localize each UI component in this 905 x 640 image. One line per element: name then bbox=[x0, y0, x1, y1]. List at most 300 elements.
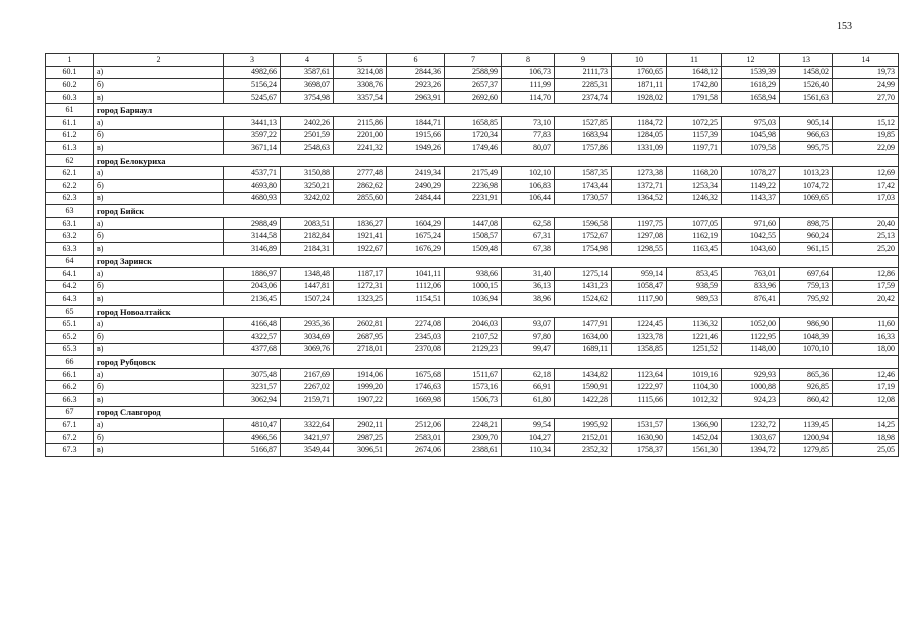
value-cell: 938,59 bbox=[667, 280, 722, 293]
value-cell: 1115,66 bbox=[612, 394, 667, 407]
value-cell: 1187,17 bbox=[334, 268, 387, 281]
table-row bbox=[46, 179, 899, 192]
value-cell: 27,70 bbox=[833, 91, 899, 104]
value-cell: 1200,94 bbox=[780, 431, 833, 444]
row-variant: в) bbox=[94, 192, 224, 205]
value-cell: 2107,52 bbox=[445, 331, 502, 344]
value-cell: 2201,00 bbox=[334, 129, 387, 142]
value-cell: 114,70 bbox=[502, 91, 555, 104]
value-cell: 20,42 bbox=[833, 293, 899, 306]
table-row bbox=[46, 318, 899, 331]
row-code: 65.2 bbox=[46, 331, 94, 344]
value-cell: 14,25 bbox=[833, 419, 899, 432]
value-cell: 17,42 bbox=[833, 179, 899, 192]
value-cell: 1447,08 bbox=[445, 217, 502, 230]
value-cell: 3597,22 bbox=[224, 129, 281, 142]
value-cell: 12,46 bbox=[833, 368, 899, 381]
row-code: 66.2 bbox=[46, 381, 94, 394]
table-row bbox=[46, 394, 899, 407]
value-cell: 3698,07 bbox=[281, 79, 334, 92]
section-code: 66 bbox=[46, 356, 94, 369]
value-cell: 1526,40 bbox=[780, 79, 833, 92]
value-cell: 1531,57 bbox=[612, 419, 667, 432]
value-cell: 24,99 bbox=[833, 79, 899, 92]
table-row bbox=[46, 192, 899, 205]
value-cell: 1221,46 bbox=[667, 331, 722, 344]
row-code: 65.3 bbox=[46, 343, 94, 356]
row-variant: б) bbox=[94, 280, 224, 293]
value-cell: 929,93 bbox=[722, 368, 780, 381]
row-variant: а) bbox=[94, 66, 224, 79]
value-cell: 2388,61 bbox=[445, 444, 502, 457]
value-cell: 1148,00 bbox=[722, 343, 780, 356]
value-cell: 19,73 bbox=[833, 66, 899, 79]
table-row bbox=[46, 129, 899, 142]
value-cell: 1458,02 bbox=[780, 66, 833, 79]
value-cell: 3322,64 bbox=[281, 419, 334, 432]
value-cell: 1511,67 bbox=[445, 368, 502, 381]
value-cell: 2777,48 bbox=[334, 167, 387, 180]
value-cell: 3144,58 bbox=[224, 230, 281, 243]
row-code: 67.2 bbox=[46, 431, 94, 444]
value-cell: 1013,23 bbox=[780, 167, 833, 180]
value-cell: 1618,29 bbox=[722, 79, 780, 92]
table-row bbox=[46, 230, 899, 243]
value-cell: 763,01 bbox=[722, 268, 780, 281]
value-cell: 3754,98 bbox=[281, 91, 334, 104]
value-cell: 989,53 bbox=[667, 293, 722, 306]
table-body bbox=[46, 66, 899, 456]
row-variant: а) bbox=[94, 318, 224, 331]
value-cell: 3441,13 bbox=[224, 116, 281, 129]
value-cell: 1590,91 bbox=[555, 381, 612, 394]
value-cell: 2083,51 bbox=[281, 217, 334, 230]
value-cell: 3069,76 bbox=[281, 343, 334, 356]
value-cell: 2267,02 bbox=[281, 381, 334, 394]
value-cell: 1149,22 bbox=[722, 179, 780, 192]
value-cell: 4377,68 bbox=[224, 343, 281, 356]
row-variant: б) bbox=[94, 431, 224, 444]
value-cell: 1139,45 bbox=[780, 419, 833, 432]
value-cell: 25,20 bbox=[833, 242, 899, 255]
value-cell: 2046,03 bbox=[445, 318, 502, 331]
value-cell: 3231,57 bbox=[224, 381, 281, 394]
value-cell: 3308,76 bbox=[334, 79, 387, 92]
value-cell: 1754,98 bbox=[555, 242, 612, 255]
row-code: 66.1 bbox=[46, 368, 94, 381]
value-cell: 31,40 bbox=[502, 268, 555, 281]
table-row bbox=[46, 268, 899, 281]
table-row bbox=[46, 368, 899, 381]
value-cell: 12,08 bbox=[833, 394, 899, 407]
value-cell: 2402,26 bbox=[281, 116, 334, 129]
row-code: 61.1 bbox=[46, 116, 94, 129]
section-row bbox=[46, 205, 899, 218]
row-variant: а) bbox=[94, 268, 224, 281]
section-title: город Заринск bbox=[94, 255, 899, 268]
row-variant: в) bbox=[94, 142, 224, 155]
row-variant: б) bbox=[94, 381, 224, 394]
value-cell: 1042,55 bbox=[722, 230, 780, 243]
row-code: 65.1 bbox=[46, 318, 94, 331]
row-variant: б) bbox=[94, 230, 224, 243]
value-cell: 2159,71 bbox=[281, 394, 334, 407]
value-cell: 17,59 bbox=[833, 280, 899, 293]
value-cell: 1949,26 bbox=[387, 142, 445, 155]
value-cell: 2309,70 bbox=[445, 431, 502, 444]
value-cell: 2184,31 bbox=[281, 242, 334, 255]
value-cell: 1675,68 bbox=[387, 368, 445, 381]
value-cell: 860,42 bbox=[780, 394, 833, 407]
value-cell: 3587,61 bbox=[281, 66, 334, 79]
value-cell: 1452,04 bbox=[667, 431, 722, 444]
value-cell: 1000,15 bbox=[445, 280, 502, 293]
value-cell: 1012,32 bbox=[667, 394, 722, 407]
value-cell: 1224,45 bbox=[612, 318, 667, 331]
value-cell: 2512,06 bbox=[387, 419, 445, 432]
value-cell: 2588,99 bbox=[445, 66, 502, 79]
value-cell: 2248,21 bbox=[445, 419, 502, 432]
value-cell: 1297,08 bbox=[612, 230, 667, 243]
value-cell: 1720,34 bbox=[445, 129, 502, 142]
row-variant: в) bbox=[94, 242, 224, 255]
value-cell: 106,44 bbox=[502, 192, 555, 205]
column-header: 12 bbox=[722, 54, 780, 67]
value-cell: 18,98 bbox=[833, 431, 899, 444]
value-cell: 1070,10 bbox=[780, 343, 833, 356]
value-cell: 2419,34 bbox=[387, 167, 445, 180]
value-cell: 2657,37 bbox=[445, 79, 502, 92]
value-cell: 2935,36 bbox=[281, 318, 334, 331]
value-cell: 938,66 bbox=[445, 268, 502, 281]
value-cell: 1072,25 bbox=[667, 116, 722, 129]
section-row bbox=[46, 305, 899, 318]
value-cell: 1914,06 bbox=[334, 368, 387, 381]
value-cell: 2602,81 bbox=[334, 318, 387, 331]
value-cell: 1043,60 bbox=[722, 242, 780, 255]
value-cell: 795,92 bbox=[780, 293, 833, 306]
value-cell: 1921,41 bbox=[334, 230, 387, 243]
section-row bbox=[46, 356, 899, 369]
value-cell: 1272,31 bbox=[334, 280, 387, 293]
value-cell: 1079,58 bbox=[722, 142, 780, 155]
value-cell: 4537,71 bbox=[224, 167, 281, 180]
value-cell: 960,24 bbox=[780, 230, 833, 243]
value-cell: 99,54 bbox=[502, 419, 555, 432]
value-cell: 995,75 bbox=[780, 142, 833, 155]
value-cell: 1749,46 bbox=[445, 142, 502, 155]
value-cell: 833,96 bbox=[722, 280, 780, 293]
table-row bbox=[46, 242, 899, 255]
value-cell: 3146,89 bbox=[224, 242, 281, 255]
value-cell: 1246,32 bbox=[667, 192, 722, 205]
value-cell: 1058,47 bbox=[612, 280, 667, 293]
value-cell: 1112,06 bbox=[387, 280, 445, 293]
value-cell: 1122,95 bbox=[722, 331, 780, 344]
value-cell: 17,19 bbox=[833, 381, 899, 394]
row-code: 62.3 bbox=[46, 192, 94, 205]
row-variant: б) bbox=[94, 129, 224, 142]
section-row bbox=[46, 154, 899, 167]
value-cell: 1886,97 bbox=[224, 268, 281, 281]
value-cell: 4966,56 bbox=[224, 431, 281, 444]
value-cell: 1746,63 bbox=[387, 381, 445, 394]
value-cell: 2274,08 bbox=[387, 318, 445, 331]
table-row bbox=[46, 293, 899, 306]
value-cell: 67,31 bbox=[502, 230, 555, 243]
value-cell: 2241,32 bbox=[334, 142, 387, 155]
value-cell: 1676,29 bbox=[387, 242, 445, 255]
value-cell: 898,75 bbox=[780, 217, 833, 230]
table-row bbox=[46, 381, 899, 394]
value-cell: 2902,11 bbox=[334, 419, 387, 432]
value-cell: 1162,19 bbox=[667, 230, 722, 243]
row-code: 62.1 bbox=[46, 167, 94, 180]
value-cell: 1447,81 bbox=[281, 280, 334, 293]
value-cell: 1922,67 bbox=[334, 242, 387, 255]
table-header-row bbox=[46, 54, 899, 67]
value-cell: 1222,97 bbox=[612, 381, 667, 394]
row-code: 67.3 bbox=[46, 444, 94, 457]
value-cell: 25,13 bbox=[833, 230, 899, 243]
value-cell: 2043,06 bbox=[224, 280, 281, 293]
value-cell: 1364,52 bbox=[612, 192, 667, 205]
value-cell: 1999,20 bbox=[334, 381, 387, 394]
value-cell: 2692,60 bbox=[445, 91, 502, 104]
value-cell: 19,85 bbox=[833, 129, 899, 142]
value-cell: 80,07 bbox=[502, 142, 555, 155]
row-variant: б) bbox=[94, 179, 224, 192]
section-title: город Барнаул bbox=[94, 104, 899, 117]
column-header: 8 bbox=[502, 54, 555, 67]
value-cell: 2236,98 bbox=[445, 179, 502, 192]
row-code: 63.2 bbox=[46, 230, 94, 243]
value-cell: 1506,73 bbox=[445, 394, 502, 407]
value-cell: 1331,09 bbox=[612, 142, 667, 155]
column-header: 7 bbox=[445, 54, 502, 67]
value-cell: 1117,90 bbox=[612, 293, 667, 306]
value-cell: 2718,01 bbox=[334, 343, 387, 356]
row-code: 60.1 bbox=[46, 66, 94, 79]
value-cell: 2484,44 bbox=[387, 192, 445, 205]
value-cell: 1284,05 bbox=[612, 129, 667, 142]
column-header: 10 bbox=[612, 54, 667, 67]
value-cell: 959,14 bbox=[612, 268, 667, 281]
column-header: 13 bbox=[780, 54, 833, 67]
value-cell: 1757,86 bbox=[555, 142, 612, 155]
value-cell: 1928,02 bbox=[612, 91, 667, 104]
row-variant: б) bbox=[94, 79, 224, 92]
value-cell: 1303,67 bbox=[722, 431, 780, 444]
value-cell: 1561,30 bbox=[667, 444, 722, 457]
value-cell: 1758,37 bbox=[612, 444, 667, 457]
value-cell: 1431,23 bbox=[555, 280, 612, 293]
value-cell: 1669,98 bbox=[387, 394, 445, 407]
value-cell: 61,80 bbox=[502, 394, 555, 407]
column-header: 3 bbox=[224, 54, 281, 67]
value-cell: 3214,08 bbox=[334, 66, 387, 79]
value-cell: 1995,92 bbox=[555, 419, 612, 432]
value-cell: 2548,63 bbox=[281, 142, 334, 155]
value-cell: 1477,91 bbox=[555, 318, 612, 331]
row-variant: а) bbox=[94, 368, 224, 381]
value-cell: 966,63 bbox=[780, 129, 833, 142]
value-cell: 1760,65 bbox=[612, 66, 667, 79]
value-cell: 2167,69 bbox=[281, 368, 334, 381]
section-row bbox=[46, 406, 899, 419]
value-cell: 5245,67 bbox=[224, 91, 281, 104]
value-cell: 102,10 bbox=[502, 167, 555, 180]
table-row bbox=[46, 66, 899, 79]
value-cell: 15,12 bbox=[833, 116, 899, 129]
section-code: 64 bbox=[46, 255, 94, 268]
value-cell: 2182,84 bbox=[281, 230, 334, 243]
value-cell: 2583,01 bbox=[387, 431, 445, 444]
value-cell: 1836,27 bbox=[334, 217, 387, 230]
value-cell: 876,41 bbox=[722, 293, 780, 306]
row-code: 67.1 bbox=[46, 419, 94, 432]
value-cell: 3549,44 bbox=[281, 444, 334, 457]
row-variant: в) bbox=[94, 91, 224, 104]
value-cell: 5166,87 bbox=[224, 444, 281, 457]
value-cell: 971,60 bbox=[722, 217, 780, 230]
value-cell: 1052,00 bbox=[722, 318, 780, 331]
value-cell: 12,86 bbox=[833, 268, 899, 281]
value-cell: 2988,49 bbox=[224, 217, 281, 230]
table-row bbox=[46, 431, 899, 444]
value-cell: 1539,39 bbox=[722, 66, 780, 79]
tariff-table bbox=[45, 53, 899, 457]
value-cell: 67,38 bbox=[502, 242, 555, 255]
table-row bbox=[46, 343, 899, 356]
table-row bbox=[46, 167, 899, 180]
value-cell: 1348,48 bbox=[281, 268, 334, 281]
table-row bbox=[46, 280, 899, 293]
value-cell: 2285,31 bbox=[555, 79, 612, 92]
value-cell: 3150,88 bbox=[281, 167, 334, 180]
value-cell: 1041,11 bbox=[387, 268, 445, 281]
value-cell: 865,36 bbox=[780, 368, 833, 381]
row-code: 62.2 bbox=[46, 179, 94, 192]
value-cell: 1197,75 bbox=[612, 217, 667, 230]
section-title: город Бийск bbox=[94, 205, 899, 218]
table-row bbox=[46, 116, 899, 129]
table-row bbox=[46, 91, 899, 104]
value-cell: 2345,03 bbox=[387, 331, 445, 344]
value-cell: 20,40 bbox=[833, 217, 899, 230]
value-cell: 2862,62 bbox=[334, 179, 387, 192]
value-cell: 1587,35 bbox=[555, 167, 612, 180]
value-cell: 1078,27 bbox=[722, 167, 780, 180]
table-row bbox=[46, 331, 899, 344]
value-cell: 110,34 bbox=[502, 444, 555, 457]
value-cell: 1019,16 bbox=[667, 368, 722, 381]
value-cell: 5156,24 bbox=[224, 79, 281, 92]
value-cell: 4322,57 bbox=[224, 331, 281, 344]
value-cell: 4810,47 bbox=[224, 419, 281, 432]
value-cell: 62,58 bbox=[502, 217, 555, 230]
value-cell: 1573,16 bbox=[445, 381, 502, 394]
value-cell: 1596,58 bbox=[555, 217, 612, 230]
value-cell: 1048,39 bbox=[780, 331, 833, 344]
value-cell: 1527,85 bbox=[555, 116, 612, 129]
value-cell: 1394,72 bbox=[722, 444, 780, 457]
value-cell: 2352,32 bbox=[555, 444, 612, 457]
row-variant: а) bbox=[94, 419, 224, 432]
value-cell: 2175,49 bbox=[445, 167, 502, 180]
value-cell: 853,45 bbox=[667, 268, 722, 281]
value-cell: 2152,01 bbox=[555, 431, 612, 444]
value-cell: 106,73 bbox=[502, 66, 555, 79]
column-header: 14 bbox=[833, 54, 899, 67]
row-code: 61.3 bbox=[46, 142, 94, 155]
value-cell: 1730,57 bbox=[555, 192, 612, 205]
value-cell: 759,13 bbox=[780, 280, 833, 293]
row-variant: а) bbox=[94, 167, 224, 180]
row-variant: в) bbox=[94, 444, 224, 457]
value-cell: 1634,00 bbox=[555, 331, 612, 344]
value-cell: 73,10 bbox=[502, 116, 555, 129]
value-cell: 905,14 bbox=[780, 116, 833, 129]
value-cell: 1742,80 bbox=[667, 79, 722, 92]
value-cell: 961,15 bbox=[780, 242, 833, 255]
row-code: 64.3 bbox=[46, 293, 94, 306]
value-cell: 1422,28 bbox=[555, 394, 612, 407]
section-row bbox=[46, 255, 899, 268]
table-row bbox=[46, 79, 899, 92]
section-code: 67 bbox=[46, 406, 94, 419]
value-cell: 97,80 bbox=[502, 331, 555, 344]
value-cell: 3096,51 bbox=[334, 444, 387, 457]
value-cell: 1323,25 bbox=[334, 293, 387, 306]
value-cell: 1143,37 bbox=[722, 192, 780, 205]
value-cell: 18,00 bbox=[833, 343, 899, 356]
value-cell: 1561,63 bbox=[780, 91, 833, 104]
row-code: 60.2 bbox=[46, 79, 94, 92]
row-variant: в) bbox=[94, 293, 224, 306]
value-cell: 1298,55 bbox=[612, 242, 667, 255]
value-cell: 2136,45 bbox=[224, 293, 281, 306]
value-cell: 1648,12 bbox=[667, 66, 722, 79]
value-cell: 1915,66 bbox=[387, 129, 445, 142]
value-cell: 3357,54 bbox=[334, 91, 387, 104]
value-cell: 1168,20 bbox=[667, 167, 722, 180]
value-cell: 1675,24 bbox=[387, 230, 445, 243]
value-cell: 1689,11 bbox=[555, 343, 612, 356]
row-variant: в) bbox=[94, 394, 224, 407]
section-title: город Новоалтайск bbox=[94, 305, 899, 318]
row-code: 64.1 bbox=[46, 268, 94, 281]
value-cell: 2855,60 bbox=[334, 192, 387, 205]
value-cell: 2111,73 bbox=[555, 66, 612, 79]
value-cell: 11,60 bbox=[833, 318, 899, 331]
value-cell: 1136,32 bbox=[667, 318, 722, 331]
value-cell: 1045,98 bbox=[722, 129, 780, 142]
value-cell: 2687,95 bbox=[334, 331, 387, 344]
value-cell: 1434,82 bbox=[555, 368, 612, 381]
section-title: город Рубцовск bbox=[94, 356, 899, 369]
value-cell: 1157,39 bbox=[667, 129, 722, 142]
column-header: 5 bbox=[334, 54, 387, 67]
value-cell: 1791,58 bbox=[667, 91, 722, 104]
value-cell: 99,47 bbox=[502, 343, 555, 356]
value-cell: 4680,93 bbox=[224, 192, 281, 205]
value-cell: 1251,52 bbox=[667, 343, 722, 356]
value-cell: 36,13 bbox=[502, 280, 555, 293]
value-cell: 1372,71 bbox=[612, 179, 667, 192]
section-code: 65 bbox=[46, 305, 94, 318]
value-cell: 1232,72 bbox=[722, 419, 780, 432]
